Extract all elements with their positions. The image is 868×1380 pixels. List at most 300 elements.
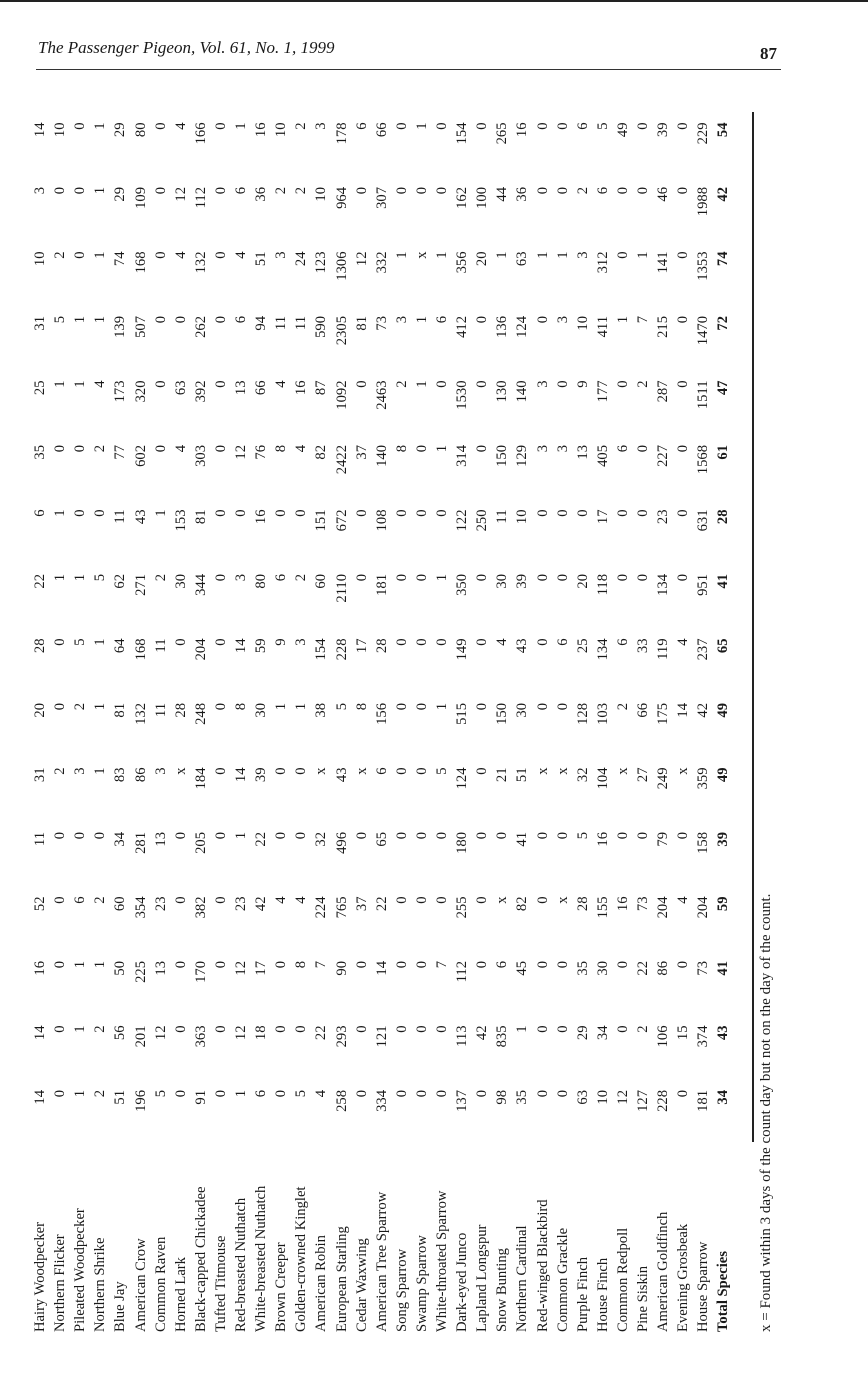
count-cell: 0 bbox=[635, 187, 651, 195]
count-cell: 29 bbox=[112, 122, 129, 138]
count-cell: 150 bbox=[494, 703, 511, 725]
count-cell: 4 bbox=[172, 251, 189, 259]
count-cell: x bbox=[534, 767, 551, 775]
count-cell: 1 bbox=[434, 703, 450, 711]
count-cell: 287 bbox=[655, 380, 672, 403]
count-cell: 28 bbox=[715, 509, 732, 525]
count-cell: 134 bbox=[655, 574, 672, 596]
count-cell: 0 bbox=[554, 187, 571, 195]
count-cell: 228 bbox=[655, 1090, 672, 1112]
count-cell: 1 bbox=[52, 509, 69, 517]
count-cell: 5 bbox=[594, 122, 611, 130]
count-cell: 175 bbox=[655, 703, 672, 725]
count-cell: 63 bbox=[514, 251, 531, 267]
count-cell: 22 bbox=[313, 1025, 330, 1041]
count-cell: 392 bbox=[192, 380, 209, 403]
count-cell: 39 bbox=[655, 122, 672, 138]
count-cell: 5 bbox=[152, 1090, 169, 1098]
count-cell: 225 bbox=[132, 961, 149, 983]
count-cell: 0 bbox=[534, 187, 551, 195]
count-cell: 66 bbox=[373, 122, 390, 138]
count-cell: 0 bbox=[172, 896, 189, 904]
count-cell: 1353 bbox=[695, 251, 712, 281]
count-cell: 0 bbox=[675, 251, 692, 259]
count-cell: 0 bbox=[554, 1025, 571, 1033]
count-cell: 1 bbox=[52, 380, 69, 388]
count-cell: 0 bbox=[474, 380, 491, 388]
count-cell: 0 bbox=[52, 187, 69, 195]
count-cell: 1470 bbox=[695, 316, 712, 346]
count-cell: 6 bbox=[233, 187, 249, 195]
species-name: Evening Grosbeak bbox=[675, 1223, 692, 1332]
count-cell: 0 bbox=[675, 122, 692, 130]
count-cell: 66 bbox=[253, 380, 270, 396]
count-cell: 0 bbox=[413, 509, 430, 517]
species-name: House Finch bbox=[594, 1257, 611, 1332]
count-cell: 104 bbox=[594, 767, 611, 790]
count-cell: 0 bbox=[494, 832, 511, 840]
count-cell: 0 bbox=[212, 1025, 229, 1033]
count-cell: 6 bbox=[574, 122, 591, 130]
count-cell: 22 bbox=[635, 961, 651, 976]
count-cell: 0 bbox=[675, 316, 692, 324]
count-cell: 1 bbox=[413, 122, 430, 130]
count-cell: 3 bbox=[273, 251, 290, 259]
count-cell: 1 bbox=[72, 1090, 89, 1098]
count-cell: 0 bbox=[574, 509, 591, 517]
count-cell: 23 bbox=[655, 509, 672, 525]
count-cell: 30 bbox=[253, 703, 270, 718]
count-cell: 0 bbox=[393, 509, 410, 517]
count-cell: 0 bbox=[233, 509, 249, 517]
count-cell: 4 bbox=[313, 1090, 330, 1098]
count-cell: 765 bbox=[333, 896, 350, 919]
count-cell: 43 bbox=[132, 509, 149, 525]
count-cell: 3 bbox=[293, 638, 310, 646]
count-cell: 4 bbox=[494, 638, 511, 646]
count-cell: 4 bbox=[273, 896, 290, 904]
count-cell: 359 bbox=[695, 767, 712, 790]
count-cell: 382 bbox=[192, 896, 209, 919]
count-cell: 3 bbox=[152, 767, 169, 775]
count-cell: 2422 bbox=[333, 445, 350, 475]
count-cell: 119 bbox=[655, 638, 672, 660]
count-cell: 0 bbox=[474, 961, 491, 969]
count-cell: 0 bbox=[474, 122, 491, 130]
count-cell: 158 bbox=[695, 832, 712, 854]
count-cell: 14 bbox=[233, 767, 249, 783]
count-cell: 951 bbox=[695, 574, 712, 596]
count-cell: 5 bbox=[434, 767, 450, 775]
count-cell: 237 bbox=[695, 638, 712, 661]
bird-count-table bbox=[30, 92, 790, 1332]
count-cell: 12 bbox=[172, 187, 189, 202]
count-cell: 0 bbox=[72, 122, 89, 130]
count-cell: 141 bbox=[655, 251, 672, 274]
count-cell: 65 bbox=[373, 832, 390, 847]
count-cell: 39 bbox=[253, 767, 270, 783]
count-cell: 2 bbox=[92, 1090, 109, 1098]
count-cell: 0 bbox=[52, 703, 69, 711]
count-cell: 39 bbox=[514, 574, 531, 589]
count-cell: 228 bbox=[333, 638, 350, 661]
count-cell: 66 bbox=[635, 703, 651, 718]
count-cell: 6 bbox=[554, 638, 571, 646]
count-cell: 5 bbox=[293, 1090, 310, 1098]
count-cell: 49 bbox=[715, 767, 732, 783]
count-cell: 1 bbox=[72, 380, 89, 388]
count-cell: 1 bbox=[233, 122, 249, 130]
count-cell: 16 bbox=[614, 896, 631, 912]
count-cell: 1 bbox=[152, 509, 169, 517]
count-cell: 109 bbox=[132, 187, 149, 209]
count-cell: 74 bbox=[112, 251, 129, 267]
count-cell: 14 bbox=[373, 961, 390, 976]
count-cell: 507 bbox=[132, 316, 149, 338]
count-cell: 45 bbox=[514, 961, 531, 976]
count-cell: 36 bbox=[253, 187, 270, 202]
count-cell: 0 bbox=[152, 380, 169, 388]
species-name: Tufted Titmouse bbox=[212, 1235, 229, 1332]
count-cell: 7 bbox=[313, 961, 330, 969]
count-cell: 7 bbox=[434, 961, 450, 969]
count-cell: 43 bbox=[715, 1025, 732, 1041]
count-cell: 201 bbox=[132, 1025, 149, 1048]
count-cell: 249 bbox=[655, 767, 672, 790]
count-cell: 2 bbox=[293, 187, 310, 195]
count-cell: 41 bbox=[715, 961, 732, 976]
count-cell: 363 bbox=[192, 1025, 209, 1048]
count-cell: 103 bbox=[594, 703, 611, 725]
count-cell: 168 bbox=[132, 638, 149, 661]
count-cell: 0 bbox=[212, 316, 229, 324]
count-cell: 22 bbox=[253, 832, 270, 847]
count-cell: 0 bbox=[172, 638, 189, 646]
count-cell: 0 bbox=[675, 509, 692, 517]
species-name: Golden-crowned Kinglet bbox=[293, 1186, 310, 1332]
count-cell: 227 bbox=[655, 445, 672, 467]
count-cell: 8 bbox=[233, 703, 249, 711]
count-cell: 43 bbox=[514, 638, 531, 654]
count-cell: 132 bbox=[132, 703, 149, 725]
count-cell: 0 bbox=[172, 832, 189, 840]
count-cell: 1 bbox=[434, 251, 450, 259]
count-cell: 11 bbox=[293, 316, 310, 331]
count-cell: 136 bbox=[494, 316, 511, 338]
count-cell: 1 bbox=[434, 445, 450, 453]
count-cell: 118 bbox=[594, 574, 611, 596]
count-cell: 28 bbox=[172, 703, 189, 718]
count-cell: 77 bbox=[112, 445, 129, 460]
count-cell: 344 bbox=[192, 574, 209, 596]
count-cell: 0 bbox=[273, 1025, 290, 1033]
count-cell: x bbox=[554, 896, 571, 904]
count-cell: 13 bbox=[574, 445, 591, 460]
count-cell: 0 bbox=[393, 638, 410, 646]
count-cell: 0 bbox=[434, 509, 450, 517]
count-cell: 121 bbox=[373, 1025, 390, 1048]
count-cell: x bbox=[614, 767, 631, 775]
count-cell: 112 bbox=[192, 187, 209, 209]
count-cell: 0 bbox=[212, 251, 229, 259]
count-cell: 1 bbox=[273, 703, 290, 711]
species-name: Pine Siskin bbox=[635, 1265, 651, 1332]
count-cell: 0 bbox=[534, 574, 551, 582]
count-cell: 2110 bbox=[333, 574, 350, 603]
count-cell: 1306 bbox=[333, 251, 350, 281]
count-cell: 63 bbox=[574, 1090, 591, 1105]
count-cell: 6 bbox=[434, 316, 450, 324]
count-cell: 181 bbox=[373, 574, 390, 596]
count-cell: 166 bbox=[192, 122, 209, 145]
count-cell: 32 bbox=[313, 832, 330, 847]
count-cell: 38 bbox=[313, 703, 330, 718]
count-cell: 0 bbox=[434, 1090, 450, 1098]
count-cell: 49 bbox=[715, 703, 732, 718]
count-cell: 1 bbox=[514, 1025, 531, 1033]
count-cell: 5 bbox=[52, 316, 69, 324]
count-cell: 1 bbox=[434, 574, 450, 582]
count-cell: 64 bbox=[112, 638, 129, 654]
count-cell: 137 bbox=[454, 1090, 471, 1112]
species-name: Horned Lark bbox=[172, 1257, 189, 1332]
count-cell: 0 bbox=[474, 703, 491, 711]
count-cell: 34 bbox=[715, 1090, 732, 1105]
count-cell: 1568 bbox=[695, 445, 712, 475]
count-cell: 0 bbox=[413, 896, 430, 904]
count-cell: 0 bbox=[413, 832, 430, 840]
species-name: Dark-eyed Junco bbox=[454, 1232, 471, 1332]
count-cell: 52 bbox=[32, 896, 48, 912]
count-cell: 81 bbox=[192, 509, 209, 525]
count-cell: 12 bbox=[614, 1090, 631, 1105]
count-cell: 515 bbox=[454, 703, 471, 725]
count-cell: 0 bbox=[273, 767, 290, 775]
count-cell: 4 bbox=[293, 896, 310, 904]
count-cell: 1 bbox=[52, 574, 69, 582]
count-cell: 28 bbox=[373, 638, 390, 654]
count-cell: 303 bbox=[192, 445, 209, 467]
count-cell: 51 bbox=[514, 767, 531, 783]
count-cell: 0 bbox=[353, 509, 370, 517]
count-cell: 0 bbox=[72, 187, 89, 195]
count-cell: 51 bbox=[253, 251, 270, 267]
count-cell: 0 bbox=[675, 1090, 692, 1098]
count-cell: x bbox=[413, 251, 430, 259]
count-cell: 153 bbox=[172, 509, 189, 532]
count-cell: 1988 bbox=[695, 187, 712, 217]
species-name: European Starling bbox=[333, 1226, 350, 1332]
count-cell: 129 bbox=[514, 445, 531, 467]
count-cell: 0 bbox=[413, 445, 430, 453]
count-cell: 43 bbox=[333, 767, 350, 783]
count-cell: 54 bbox=[715, 122, 732, 138]
count-cell: 168 bbox=[132, 251, 149, 274]
count-cell: 0 bbox=[635, 832, 651, 840]
count-cell: 123 bbox=[313, 251, 330, 274]
count-cell: 34 bbox=[594, 1025, 611, 1041]
count-cell: 0 bbox=[614, 251, 631, 259]
count-cell: 76 bbox=[253, 445, 270, 460]
count-cell: 1092 bbox=[333, 380, 350, 410]
count-cell: 10 bbox=[273, 122, 290, 138]
count-cell: 0 bbox=[172, 961, 189, 969]
count-cell: 0 bbox=[273, 509, 290, 517]
count-cell: 8 bbox=[353, 703, 370, 711]
count-cell: 0 bbox=[393, 896, 410, 904]
count-cell: 312 bbox=[594, 251, 611, 274]
count-cell: 0 bbox=[52, 832, 69, 840]
count-cell: 6 bbox=[594, 187, 611, 195]
count-cell: 1 bbox=[554, 251, 571, 259]
count-cell: 8 bbox=[293, 961, 310, 969]
count-cell: 1 bbox=[72, 961, 89, 969]
count-cell: 16 bbox=[253, 509, 270, 525]
count-cell: 1 bbox=[413, 380, 430, 388]
count-cell: 3 bbox=[554, 316, 571, 324]
count-cell: 0 bbox=[212, 122, 229, 130]
count-cell: 1 bbox=[534, 251, 551, 259]
species-name: American Tree Sparrow bbox=[373, 1191, 390, 1332]
count-cell: 307 bbox=[373, 187, 390, 209]
count-cell: 0 bbox=[474, 896, 491, 904]
count-cell: 4 bbox=[233, 251, 249, 259]
count-cell: 1 bbox=[72, 574, 89, 582]
count-cell: 0 bbox=[393, 832, 410, 840]
count-cell: 4 bbox=[172, 122, 189, 130]
species-name: White-throated Sparrow bbox=[434, 1190, 450, 1332]
count-cell: 204 bbox=[192, 638, 209, 661]
count-cell: 281 bbox=[132, 832, 149, 854]
count-cell: 0 bbox=[474, 1090, 491, 1098]
count-cell: 0 bbox=[52, 445, 69, 453]
count-cell: 0 bbox=[675, 380, 692, 388]
count-cell: 5 bbox=[574, 832, 591, 840]
count-cell: 2 bbox=[52, 251, 69, 259]
count-cell: 6 bbox=[72, 896, 89, 904]
count-cell: 0 bbox=[474, 574, 491, 582]
count-cell: 37 bbox=[353, 445, 370, 460]
count-cell: 0 bbox=[614, 1025, 631, 1033]
count-cell: 0 bbox=[393, 574, 410, 582]
count-cell: 73 bbox=[373, 316, 390, 331]
count-cell: 80 bbox=[132, 122, 149, 138]
count-cell: 0 bbox=[353, 187, 370, 195]
count-cell: 28 bbox=[574, 896, 591, 912]
count-cell: 5 bbox=[333, 703, 350, 711]
count-cell: 0 bbox=[353, 961, 370, 969]
count-cell: 0 bbox=[212, 1090, 229, 1098]
count-cell: 0 bbox=[393, 961, 410, 969]
count-cell: 229 bbox=[695, 122, 712, 145]
count-cell: 0 bbox=[152, 316, 169, 324]
count-cell: 16 bbox=[253, 122, 270, 138]
count-cell: 5 bbox=[92, 574, 109, 582]
count-cell: 1 bbox=[92, 961, 109, 969]
count-cell: 411 bbox=[594, 316, 611, 338]
count-cell: 0 bbox=[393, 703, 410, 711]
count-cell: 177 bbox=[594, 380, 611, 403]
count-cell: 124 bbox=[454, 767, 471, 790]
count-cell: 4 bbox=[675, 896, 692, 904]
count-cell: 0 bbox=[393, 122, 410, 130]
count-cell: 20 bbox=[574, 574, 591, 589]
species-name: House Sparrow bbox=[695, 1241, 712, 1332]
count-cell: 1511 bbox=[695, 380, 712, 410]
count-cell: 12 bbox=[152, 1025, 169, 1041]
count-cell: 60 bbox=[313, 574, 330, 589]
count-cell: 0 bbox=[152, 251, 169, 259]
count-cell: 3 bbox=[534, 445, 551, 453]
count-cell: 12 bbox=[233, 445, 249, 460]
count-cell: 2463 bbox=[373, 380, 390, 410]
count-cell: 30 bbox=[514, 703, 531, 718]
count-cell: 0 bbox=[72, 251, 89, 259]
count-cell: 0 bbox=[534, 509, 551, 517]
count-cell: 1 bbox=[635, 251, 651, 259]
count-cell: 87 bbox=[313, 380, 330, 396]
count-cell: 2305 bbox=[333, 316, 350, 346]
count-cell: 196 bbox=[132, 1090, 149, 1112]
count-cell: 112 bbox=[454, 961, 471, 983]
count-cell: 73 bbox=[635, 896, 651, 912]
count-cell: 31 bbox=[32, 316, 48, 331]
count-cell: 6 bbox=[253, 1090, 270, 1098]
count-cell: 1 bbox=[494, 251, 511, 259]
count-cell: 0 bbox=[534, 896, 551, 904]
species-name: American Crow bbox=[132, 1238, 149, 1332]
species-name: Red-winged Blackbird bbox=[534, 1199, 551, 1332]
count-cell: 132 bbox=[192, 251, 209, 274]
count-cell: 1 bbox=[233, 832, 249, 840]
count-cell: 0 bbox=[434, 832, 450, 840]
species-name: Common Raven bbox=[152, 1236, 169, 1332]
count-cell: 590 bbox=[313, 316, 330, 338]
count-cell: 224 bbox=[313, 896, 330, 919]
count-cell: 0 bbox=[393, 187, 410, 195]
count-cell: 0 bbox=[393, 1025, 410, 1033]
count-cell: 0 bbox=[52, 1090, 69, 1098]
count-cell: 0 bbox=[353, 380, 370, 388]
count-cell: 29 bbox=[112, 187, 129, 202]
count-cell: 0 bbox=[635, 122, 651, 130]
count-cell: 0 bbox=[212, 509, 229, 517]
count-cell: 86 bbox=[132, 767, 149, 783]
count-cell: 1 bbox=[293, 703, 310, 711]
count-cell: 1 bbox=[92, 316, 109, 324]
count-cell: 0 bbox=[413, 703, 430, 711]
count-cell: 1 bbox=[233, 1090, 249, 1098]
count-cell: 0 bbox=[614, 961, 631, 969]
count-cell: 0 bbox=[474, 767, 491, 775]
count-cell: 2 bbox=[273, 187, 290, 195]
species-name: Total Species bbox=[715, 1251, 732, 1332]
count-cell: 0 bbox=[413, 767, 430, 775]
count-cell: 35 bbox=[574, 961, 591, 976]
species-name: White-breasted Nuthatch bbox=[253, 1185, 270, 1332]
count-cell: 0 bbox=[434, 122, 450, 130]
species-name: American Robin bbox=[313, 1235, 330, 1332]
count-cell: 3 bbox=[534, 380, 551, 388]
count-cell: 964 bbox=[333, 187, 350, 209]
species-name: Hairy Woodpecker bbox=[32, 1222, 48, 1332]
count-cell: x bbox=[313, 767, 330, 775]
count-cell: 83 bbox=[112, 767, 129, 783]
species-name: Northern Cardinal bbox=[514, 1225, 531, 1332]
count-cell: 602 bbox=[132, 445, 149, 467]
count-cell: 80 bbox=[253, 574, 270, 589]
count-cell: 13 bbox=[152, 832, 169, 847]
